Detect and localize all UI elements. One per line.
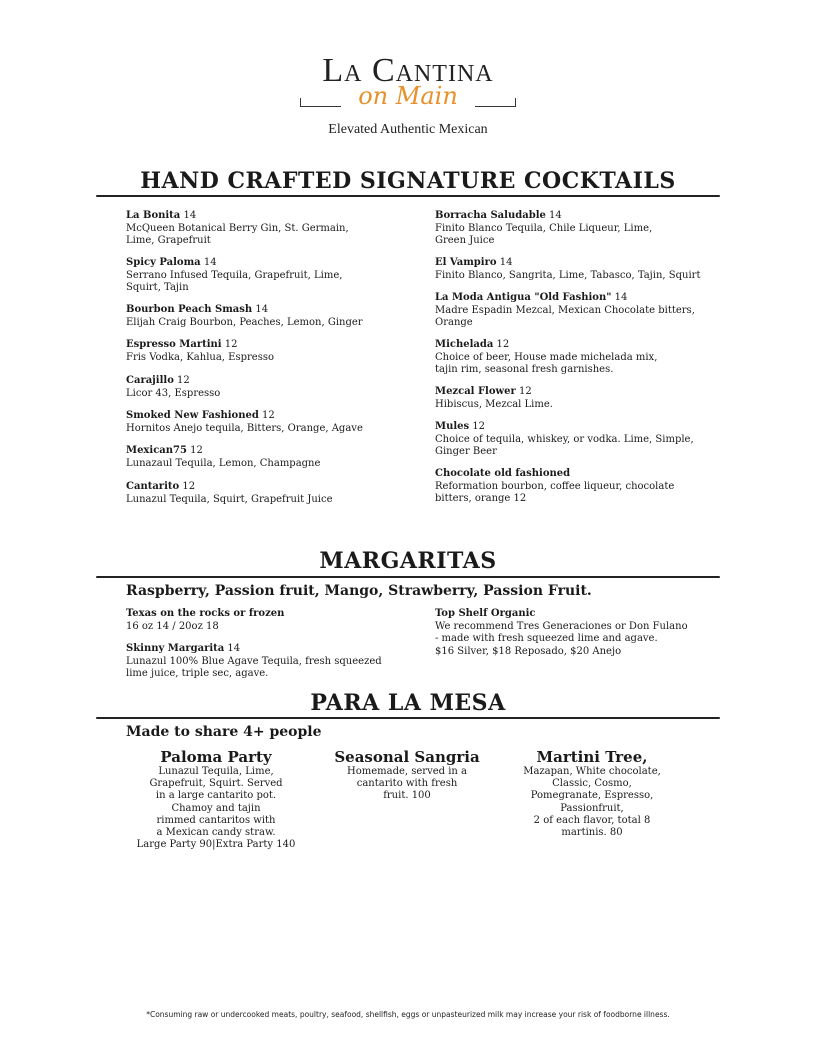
mesa-item-description-line: 2 of each flavor, total 8 xyxy=(533,814,651,826)
mesa-item-name: Seasonal Sangria xyxy=(334,748,480,766)
menu-item-description: $16 Silver, $18 Reposado, $20 Anejo xyxy=(435,645,622,657)
menu-item-description: McQueen Botanical Berry Gin, St. Germain, xyxy=(126,222,349,234)
menu-item-name: Espresso Martini xyxy=(126,339,222,350)
menu-item-description: Orange xyxy=(435,317,473,328)
mesa-subtitle: Made to share 4+ people xyxy=(126,724,322,740)
menu-item-description: Lime, Grapefruit xyxy=(126,235,211,246)
logo-bracket-right xyxy=(475,98,516,107)
mesa-item-description-line: Homemade, served in a xyxy=(346,766,468,777)
menu-item-name: Texas on the rocks or frozen xyxy=(126,608,285,619)
menu-item-description: Finito Blanco Tequila, Chile Liqueur, Lime, xyxy=(435,222,653,234)
mesa-item-description-line: Mazapan, White chocolate, xyxy=(523,766,661,777)
menu-item-description: Lunazul Tequila, Squirt, Grapefruit Juice xyxy=(126,493,333,505)
menu-item-price: 14 xyxy=(496,257,513,268)
menu-item xyxy=(126,304,363,329)
mesa-item-description-line: Chamoy and tajin xyxy=(171,802,261,814)
mesa-item-description-line: rimmed cantaritos with xyxy=(156,814,276,826)
mesa-item-description-line: in a large cantarito pot. xyxy=(155,790,277,802)
menu-item-description: Ginger Beer xyxy=(435,446,497,457)
menu-item-description: tajin rim, seasonal fresh garnishes. xyxy=(435,364,614,375)
margaritas-divider xyxy=(96,576,720,578)
menu-item xyxy=(126,410,363,435)
menu-item-name: Borracha Saludable xyxy=(435,210,546,221)
mesa-item-description xyxy=(317,766,497,803)
cocktails-divider xyxy=(96,195,720,197)
menu-item xyxy=(126,445,320,470)
mesa-item-description-line: cantarito with fresh xyxy=(356,778,458,790)
menu-item-name: Skinny Margarita xyxy=(126,643,225,654)
mesa-item-description xyxy=(502,766,682,839)
menu-item-price: 12 xyxy=(493,339,510,350)
menu-item-name: Mules xyxy=(435,421,470,432)
menu-item-description: We recommend Tres Generaciones or Don Fulano xyxy=(435,620,688,632)
menu-item xyxy=(126,257,342,295)
menu-item-description: Hibiscus, Mezcal Lime. xyxy=(435,398,553,410)
menu-item xyxy=(126,375,220,400)
menu-item-description: Finito Blanco, Sangrita, Lime, Tabasco, Tajin, Squirt xyxy=(435,269,701,281)
menu-item-name: Mezcal Flower xyxy=(435,386,516,397)
menu-item-price: 12 xyxy=(173,375,190,386)
menu-item-description: Elijah Craig Bourbon, Peaches, Lemon, Ginger xyxy=(126,316,363,328)
menu-item xyxy=(126,608,284,633)
menu-item-description: Madre Espadin Mezcal, Mexican Chocolate bitters, xyxy=(435,304,695,316)
food-safety-footnote: *Consuming raw or undercooked meats, poultry, seafood, shellfish, eggs or unpasteurized milk may increase your risk of foodborne illness. xyxy=(146,1010,670,1019)
menu-item-price: 14 xyxy=(252,304,269,315)
menu-item-description: Green Juice xyxy=(435,235,495,246)
menu-item-name: Bourbon Peach Smash xyxy=(126,304,253,315)
menu-item-name: Spicy Paloma xyxy=(126,257,201,268)
menu-item xyxy=(435,339,657,377)
menu-item-name: Chocolate old fashioned xyxy=(435,468,571,479)
menu-item-price: 14 xyxy=(180,210,197,221)
menu-item xyxy=(126,643,382,681)
menu-item xyxy=(435,468,674,506)
menu-item xyxy=(435,292,695,330)
menu-item-description: Reformation bourbon, coffee liqueur, chocolate xyxy=(435,480,675,492)
restaurant-name: La Cantina xyxy=(322,52,494,89)
cocktails-heading: HAND CRAFTED SIGNATURE COCKTAILS xyxy=(140,168,676,194)
mesa-item-description-line: fruit. 100 xyxy=(383,790,431,802)
menu-item-description: bitters, orange 12 xyxy=(435,493,527,504)
menu-item-description: lime juice, triple sec, agave. xyxy=(126,668,269,679)
menu-item-name: Carajillo xyxy=(126,375,174,386)
mesa-item-name: Paloma Party xyxy=(160,748,272,766)
menu-item-price: 14 xyxy=(200,257,217,268)
menu-item-price: 12 xyxy=(469,421,486,432)
menu-item-description: Hornitos Anejo tequila, Bitters, Orange, Agave xyxy=(126,422,363,434)
menu-item-price: 12 xyxy=(186,445,203,456)
menu-item xyxy=(126,339,274,364)
menu-item xyxy=(126,210,349,248)
menu-item-price: 14 xyxy=(224,643,241,654)
menu-item-name: Michelada xyxy=(435,339,494,350)
menu-item-description: 16 oz 14 / 20oz 18 xyxy=(126,620,219,632)
mesa-item-description-line: Pomegranate, Espresso, xyxy=(530,790,654,802)
margaritas-heading: MARGARITAS xyxy=(319,548,497,574)
menu-item-price: 14 xyxy=(611,292,628,303)
menu-item-description: Serrano Infused Tequila, Grapefruit, Lime, xyxy=(126,269,343,281)
menu-item-description: Choice of tequila, whiskey, or vodka. Lime, Simple, xyxy=(435,433,694,445)
mesa-item-description-line: a Mexican candy straw. xyxy=(156,827,276,839)
menu-item-price: 12 xyxy=(515,386,532,397)
mesa-item-description-line: Passionfruit, xyxy=(560,802,624,814)
menu-item xyxy=(126,481,333,506)
mesa-item-description-line: Lunazul Tequila, Lime, xyxy=(158,766,274,777)
menu-item-description: Fris Vodka, Kahlua, Espresso xyxy=(126,351,274,363)
mesa-item-name: Martini Tree, xyxy=(536,748,648,766)
menu-item-description: Lunazaul Tequila, Lemon, Champagne xyxy=(126,457,321,469)
mesa-divider xyxy=(96,717,720,719)
tagline: Elevated Authentic Mexican xyxy=(328,122,488,137)
mesa-item xyxy=(317,748,497,803)
menu-item xyxy=(435,608,688,658)
menu-item-description: Choice of beer, House made michelada mix, xyxy=(435,351,658,363)
logo-script-text: on Main xyxy=(358,82,458,110)
mesa-item xyxy=(126,748,306,851)
menu-item-name: Mexican75 xyxy=(126,445,187,456)
menu-item xyxy=(435,421,694,459)
menu-item-price: 14 xyxy=(545,210,562,221)
menu-item xyxy=(435,210,652,248)
logo-subtitle xyxy=(300,82,516,110)
menu-item-description: Licor 43, Espresso xyxy=(126,387,221,399)
menu-item-name: El Vampiro xyxy=(435,257,497,268)
menu-item-description: Lunazul 100% Blue Agave Tequila, fresh squeezed xyxy=(126,655,382,667)
menu-item-price: 12 xyxy=(258,410,275,421)
menu-item-description: - made with fresh squeezed lime and agave. xyxy=(435,633,658,644)
menu-item xyxy=(435,386,553,411)
mesa-item xyxy=(502,748,682,839)
mesa-item-description-line: martinis. 80 xyxy=(561,827,623,839)
menu-item-name: Top Shelf Organic xyxy=(435,608,536,619)
menu-item-name: Smoked New Fashioned xyxy=(126,410,259,421)
mesa-item-description xyxy=(126,766,306,851)
menu-item-description: Squirt, Tajin xyxy=(126,282,189,293)
menu-item xyxy=(435,257,700,282)
mesa-heading: PARA LA MESA xyxy=(310,690,506,716)
mesa-item-description-line: Large Party 90|Extra Party 140 xyxy=(136,839,296,851)
menu-item-price: 12 xyxy=(179,481,196,492)
menu-item-name: La Moda Antigua "Old Fashion" xyxy=(435,292,612,303)
mesa-item-description-line: Grapefruit, Squirt. Served xyxy=(149,778,283,790)
menu-item-name: La Bonita xyxy=(126,210,181,221)
mesa-item-description-line: Classic, Cosmo, xyxy=(552,778,632,790)
menu-item-price: 12 xyxy=(221,339,238,350)
margarita-flavors: Raspberry, Passion fruit, Mango, Strawberry, Passion Fruit. xyxy=(126,583,592,599)
menu-item-name: Cantarito xyxy=(126,481,180,492)
